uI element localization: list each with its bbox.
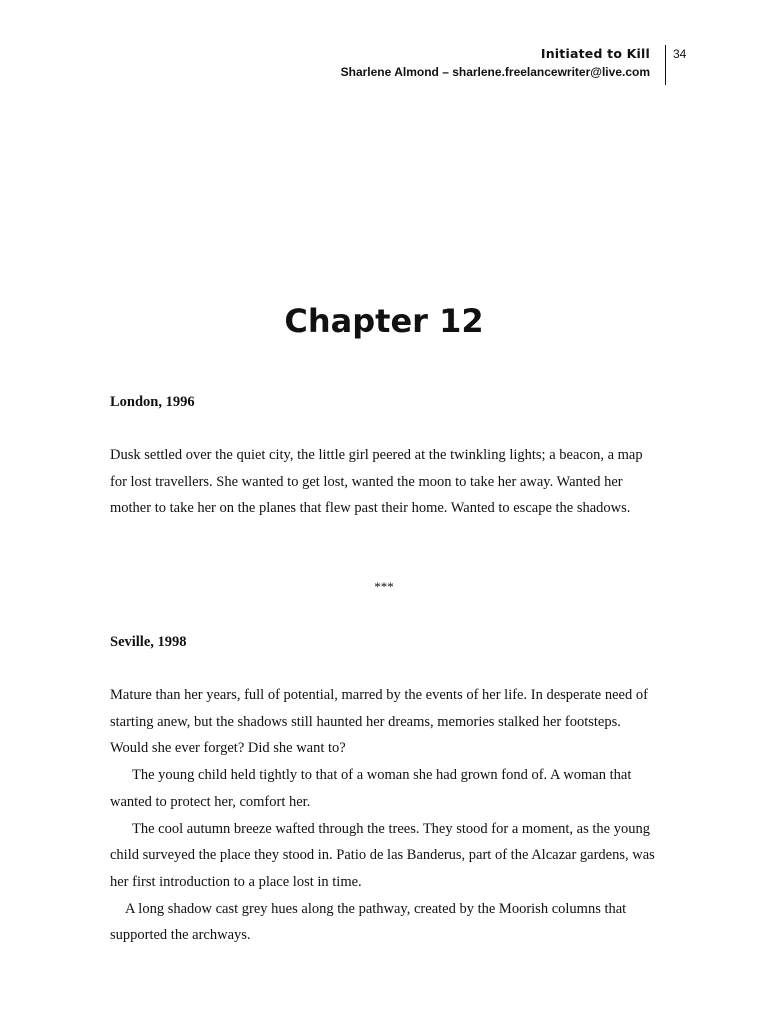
section-seville-body (110, 682, 660, 949)
running-header (341, 45, 658, 81)
section-london-body (110, 442, 660, 522)
scene-separator: *** (374, 579, 394, 594)
header-divider (665, 45, 666, 85)
chapter-title: Chapter 12 (284, 302, 484, 340)
page-number: 34 (673, 47, 687, 61)
author-contact: Sharlene Almond – sharlene.freelancewriter@live.com (340, 65, 650, 79)
paragraph: The cool autumn breeze wafted through the trees. They stood for a moment, as the young child surveyed the place they stood in. Patio de las Banderus, part of the Alcazar gardens, was her first introduction to a place lost in time. (110, 820, 655, 890)
book-title: Initiated to Kill (540, 46, 650, 61)
section-heading-london: London, 1996 (110, 394, 195, 410)
paragraph: Dusk settled over the quiet city, the little girl peered at the twinkling lights; a beacon, a map for lost travellers. She wanted to get lost, wanted the moon to take her away. Wanted her mother to take her on the planes that flew past their home. Wanted to escape the shadows. (110, 447, 643, 517)
paragraph: Mature than her years, full of potential, marred by the events of her life. In desperate need of starting anew, but the shadows still haunted her dreams, memories stalked her footsteps. Would she ever forget? Did she want to? (110, 687, 648, 757)
section-heading-seville: Seville, 1998 (110, 634, 187, 650)
paragraph: The young child held tightly to that of a woman she had grown fond of. A woman that wanted to protect her, comfort her. (110, 767, 632, 810)
paragraph: A long shadow cast grey hues along the pathway, created by the Moorish columns that supported the archways. (110, 900, 627, 944)
